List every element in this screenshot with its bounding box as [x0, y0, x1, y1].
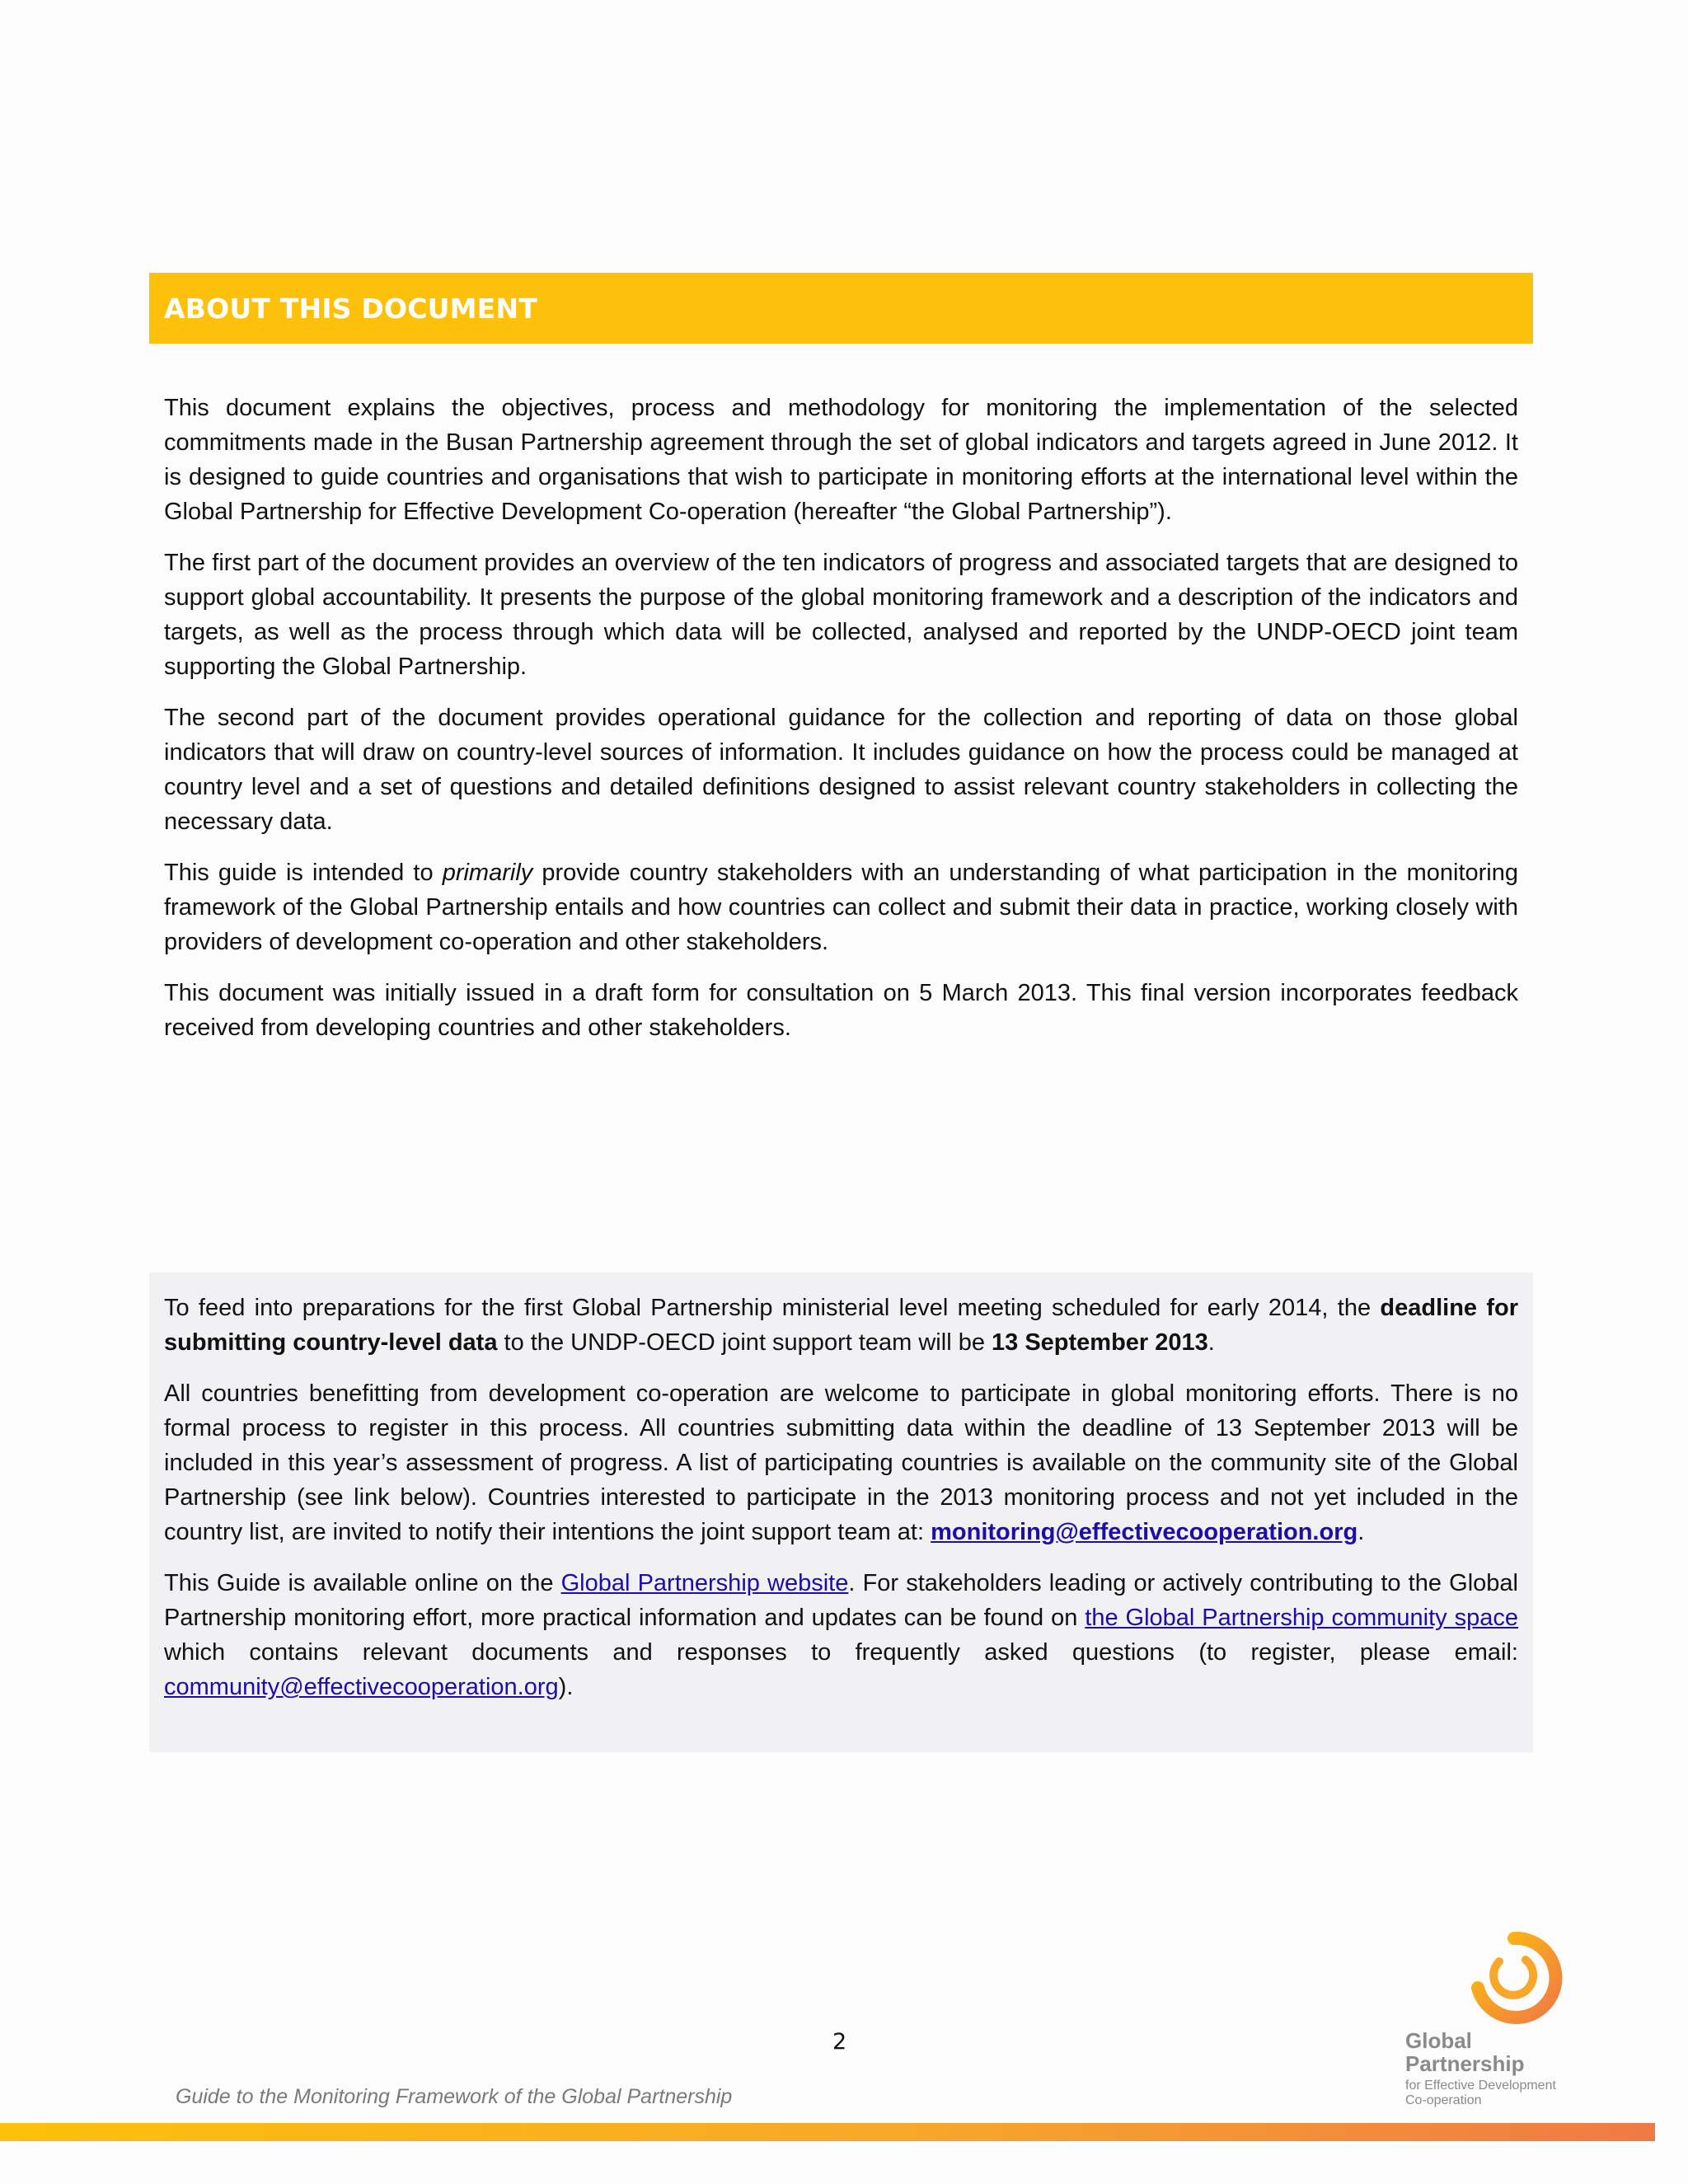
partnership-ring-icon — [1465, 1929, 1564, 2027]
notice-p2-end: . — [1357, 1519, 1365, 1545]
notice-paragraph-2 — [164, 1376, 1518, 1549]
about-paragraph-4 — [164, 855, 1518, 959]
logo-tagline-2: Co-operation — [1405, 2093, 1482, 2107]
about-paragraph-1: This document explains the objectives, process and methodology for monitoring the implementation of the selected commitments made in the Busan Partnership agreement through the set of global indicators and targets agreed in June 2012. It is designed to guide countries and organisations that wish to participate in monitoring efforts at the international level within the Global Partnership for Effective Development Co-operation (hereafter “the Global Partnership”). — [164, 395, 1518, 525]
notice-paragraph-1 — [164, 1291, 1518, 1360]
about-paragraph-5: This document was initially issued in a draft form for consultation on 5 March 2013. This final version incorporates feedback received from developing countries and other stakeholders. — [164, 980, 1518, 1041]
monitoring-email-link[interactable]: monitoring@effectivecooperation.org — [931, 1519, 1358, 1545]
notice-p1-before: To feed into preparations for the first Global Partnership ministerial level meeting scheduled for early 2014, the — [164, 1295, 1381, 1321]
deadline-date: 13 September 2013 — [992, 1329, 1208, 1356]
community-space-link[interactable]: the Global Partnership community space — [1085, 1605, 1518, 1631]
notice-p3-middle: . For stakeholders leading or actively contributing to the Global Partnership monitoring effort, more practical information and updates can be found on — [164, 1570, 1518, 1631]
logo-word-global: Global — [1405, 2028, 1472, 2053]
about-section — [164, 391, 1518, 1062]
about-p4-before: This guide is intended to — [164, 860, 443, 886]
global-partnership-logo — [1401, 1929, 1582, 2110]
deadline-notice-box — [149, 1272, 1533, 1752]
notice-p3-before: This Guide is available online on the — [164, 1570, 561, 1596]
about-paragraph-2: The first part of the document provides an overview of the ten indicators of progress and associated targets that are designed to support global accountability. It presents the purpose of the global monitoring framework and a description of the indicators and targets, as well as the process through which data will be collected, analysed and reported by the UNDP-OECD joint team supporting the Global Partnership. — [164, 550, 1518, 680]
section-header-bar — [149, 273, 1533, 344]
notice-p3-end: ). — [558, 1674, 574, 1700]
section-title: ABOUT THIS DOCUMENT — [164, 292, 537, 325]
about-paragraph-3: The second part of the document provides operational guidance for the collection and reporting of data on those global indicators that will draw on country-level sources of information. It includes guidance on how the process could be managed at country level and a set of questions and detailed definitions designed to assist relevant country stakeholders in collecting the necessary data. — [164, 705, 1518, 835]
page-number: 2 — [832, 2029, 847, 2055]
notice-p1-bold: deadline for submitting country-level data — [164, 1295, 1518, 1356]
notice-p3-after: which contains relevant documents and responses to frequently asked questions (to register, please email: — [164, 1639, 1518, 1666]
notice-paragraph-3 — [164, 1566, 1518, 1704]
logo-tagline-1: for Effective Development — [1405, 2079, 1556, 2093]
community-email-link[interactable]: community@effectivecooperation.org — [164, 1674, 559, 1700]
footer-guide-title: Guide to the Monitoring Framework of the Global Partnership — [176, 2085, 733, 2108]
about-p4-after: provide country stakeholders with an understanding of what participation in the monitoring framework of the Global Partnership entails and how countries can collect and submit their data in practice, working closely with providers of development co-operation and other stakeholders. — [164, 860, 1518, 955]
footer-stripe — [0, 2123, 1655, 2141]
notice-p1-middle: to the UNDP-OECD joint support team will be — [497, 1329, 992, 1356]
about-p4-italic: primarily — [442, 860, 533, 886]
global-partnership-website-link[interactable]: Global Partnership website — [560, 1570, 849, 1596]
notice-p1-end: . — [1207, 1329, 1215, 1356]
notice-p2-text: All countries benefitting from development co-operation are welcome to participate in global monitoring efforts. There is no formal process to register in this process. All countries submitting data within the deadline of 13 September 2013 will be included in this year’s assessment of progress. A list of participating countries is available on the community site of the Global Partnership (see link below). Countries interested to participate in the 2013 monitoring process and not yet included in the country list, are invited to notify their intentions the joint support team at: — [164, 1380, 1518, 1545]
logo-word-partnership: Partnership — [1405, 2051, 1525, 2076]
